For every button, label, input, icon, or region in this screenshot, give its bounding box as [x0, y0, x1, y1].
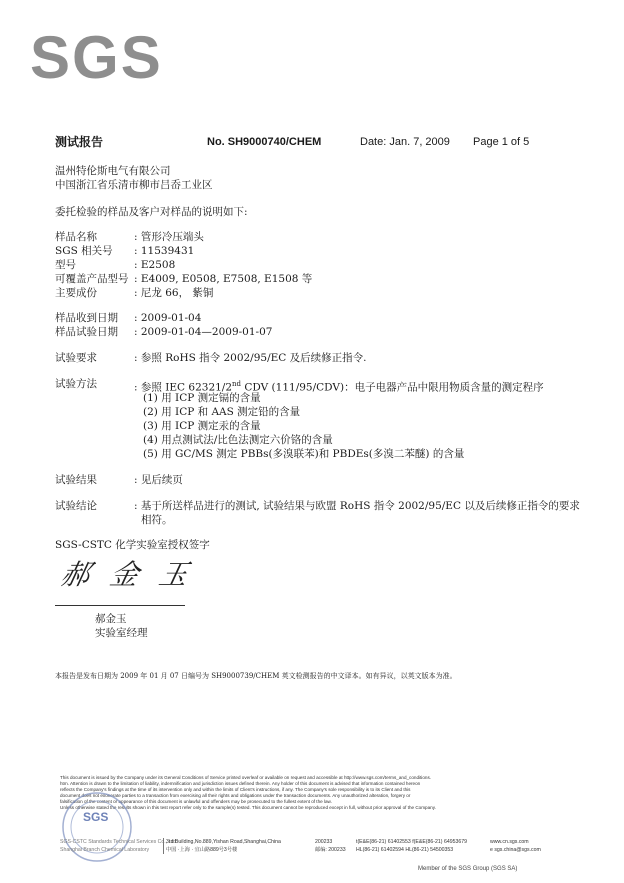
website-link[interactable]: www.cn.sgs.com	[490, 839, 529, 845]
disclaimer-line: Unless otherwise stated the results shown in this test report refer only to the sample(s) tested. This document cannot be reproduced except in full, without prior approval of the Company.	[60, 805, 436, 810]
method-item: (2) 用 ICP 和 AAS 测定铅的含量	[143, 406, 301, 418]
material-label: 主要成份	[55, 287, 97, 299]
footer-phone	[356, 838, 467, 854]
client-address: 中国浙江省乐清市柳市吕岙工业区	[55, 179, 213, 191]
handwritten-signature: 郝 金 玉	[58, 558, 198, 591]
result-value: : 见后续页	[134, 474, 183, 486]
postcode-label: 邮编:	[315, 847, 327, 853]
received-date-label: 样品收到日期	[55, 312, 118, 324]
test-date-value: : 2009-01-04—2009-01-07	[134, 326, 273, 338]
sgs-logo: SGS	[30, 24, 163, 91]
company-name-cn: Shanghai Branch Chemical Laboratory	[60, 847, 150, 853]
disclaimer-line: This document is issued by the Company under its General Conditions of Service printed overleaf or available on request and accessible at http://www.sgs.com/terms_and_conditions.	[60, 775, 432, 780]
result-label: 试验结果	[55, 474, 97, 486]
model-label: 型号	[55, 259, 76, 271]
conclusion-label: 试验结论	[55, 500, 97, 512]
report-title: 测试报告	[55, 135, 104, 149]
model-value: : E2508	[134, 259, 176, 271]
signatory-name: 郝金玉	[95, 613, 127, 625]
signatory-title: 实验室经理	[95, 627, 148, 639]
email-link[interactable]: e sgs.china@sgs.com	[490, 847, 541, 853]
sgs-ref-value: : 11539431	[134, 245, 195, 257]
signature-line	[55, 605, 185, 606]
method-item: (3) 用 ICP 测定汞的含量	[143, 420, 261, 432]
received-date-value: : 2009-01-04	[134, 312, 202, 324]
phone-line: HL(86-21) 61402594 HL(86-21) 54500353	[356, 847, 454, 853]
postcode-cn: 200233	[328, 847, 346, 853]
footer-divider	[163, 838, 164, 854]
sgs-ref-label: SGS 相关号	[55, 245, 113, 257]
disclaimer-line: htm. Attention is drawn to the limitation of liability, indemnification and jurisdiction issues defined therein. Any holder of this document is advised that information contained hereon	[60, 781, 421, 786]
sample-name-label: 样品名称	[55, 231, 97, 243]
address-cn: 中国 ·上海 · 宜山路889号3号楼	[166, 847, 238, 853]
intro-text: 委托检验的样品及客户对样品的说明如下:	[55, 206, 248, 218]
seal-text: SGS	[83, 810, 109, 824]
cover-models-value: : E4009, E0508, E7508, E1508 等	[134, 273, 313, 285]
disclaimer-line: document does not exonerate parties to a transaction from exercising all their rights and obligations under the transaction documents. Any unauthorized alteration, forgery or	[60, 793, 411, 798]
method-item: (4) 用点测试法/比色法测定六价铬的含量	[143, 434, 333, 446]
report-date: Date: Jan. 7, 2009	[360, 136, 450, 148]
requirement-value: : 参照 RoHS 指令 2002/95/EC 及后续修正指令.	[134, 352, 367, 364]
material-value: : 尼龙 66， 紫铜	[134, 287, 214, 299]
conclusion-line1: : 基于所送样品进行的测试, 试验结果与欧盟 RoHS 指令 2002/95/EC 以及后续修正指令的要求	[134, 500, 580, 512]
client-name: 温州特伦斯电气有限公司	[55, 165, 171, 177]
signatory-lab: SGS-CSTC 化学实验室授权签字	[55, 539, 210, 551]
conclusion-line2: 相符。	[141, 514, 173, 526]
postcode-en: 200233	[315, 839, 333, 845]
report-number: No. SH9000740/CHEM	[207, 136, 322, 148]
method-line-sup: nd	[232, 380, 242, 388]
sample-name-value: : 管形冷压端头	[134, 231, 204, 243]
method-item: (5) 用 GC/MS 测定 PBBs(多溴联苯)和 PBDEs(多溴二苯醚) 的含量	[143, 448, 465, 460]
requirement-label: 试验要求	[55, 352, 97, 364]
footer-company	[60, 838, 177, 854]
translation-note: 本报告是发布日期为 2009 年 01 月 07 日编号为 SH9000739/CHEM 英文检测报告的中文译本。如有异议，以英文版本为准。	[55, 672, 457, 680]
page-number: Page 1 of 5	[473, 136, 530, 148]
footer-contact	[490, 838, 541, 854]
company-name-en: SGS-CSTC Standards Technical Services Co., Ltd.	[60, 839, 178, 845]
phone-line: t(E&E(86-21) 61402553 f(E&E(86-21) 64953679	[356, 839, 468, 845]
method-item: (1) 用 ICP 测定镉的含量	[143, 392, 261, 404]
footer-postcode	[315, 838, 346, 854]
footer-address	[166, 838, 281, 854]
cover-models-label: 可覆盖产品型号	[55, 273, 129, 285]
test-date-label: 样品试验日期	[55, 326, 118, 338]
method-label: 试验方法	[55, 378, 97, 390]
method-line-post: CDV (111/95/CDV)：电子电器产品中限用物质含量的测定程序	[241, 381, 544, 394]
address-en: 3rd Building,No.889,Yishan Road,Shanghai,China	[166, 839, 281, 845]
sgs-group-member: Member of the SGS Group (SGS SA)	[418, 866, 518, 872]
disclaimer-line: reflects the Company's findings at the time of its intervention only and within the limits of Client's instructions, if any. The Company's sole responsibility is to its Client and this	[60, 787, 411, 792]
disclaimer-line: falsification of the content or appearance of this document is unlawful and offenders may be prosecuted to the fullest extent of the law.	[60, 799, 332, 804]
method-line-pre: : 参照 IEC 62321/2	[134, 381, 233, 394]
